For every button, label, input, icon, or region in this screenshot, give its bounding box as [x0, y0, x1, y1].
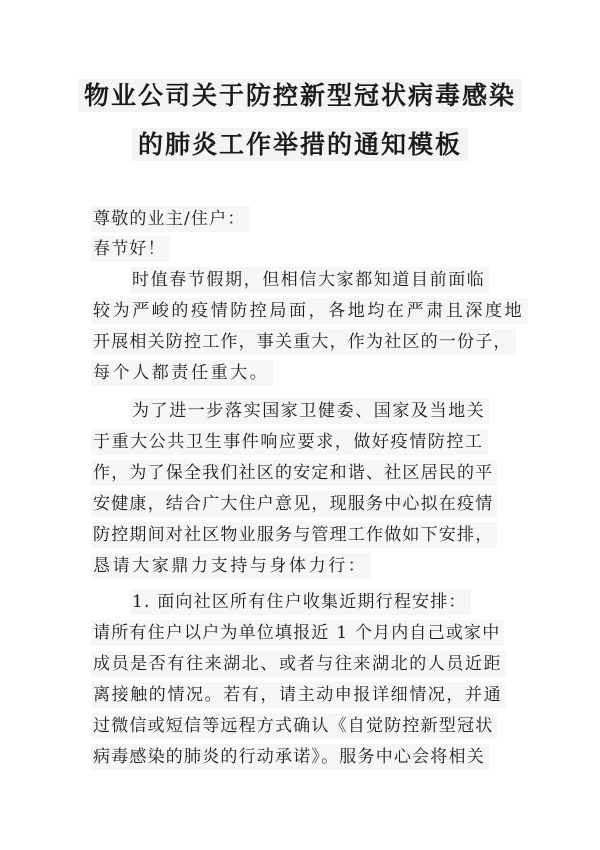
- paragraph-2-line-3: 作，为了保全我们社区的安定和谐、社区居民的平: [91, 460, 497, 486]
- document-title-line-1: 物业公司关于防控新型冠状病毒感染: [0, 80, 600, 112]
- document-title-line-2: 的肺炎工作举措的通知模板: [0, 129, 600, 161]
- paragraph-3-line-1: 1. 面向社区所有住户收集近期行程安排：: [130, 589, 471, 615]
- paragraph-3-line-5: 过微信或短信等远程方式确认《自觉防控新型冠状: [91, 713, 497, 739]
- paragraph-1-line-3: 开展相关防控工作，事关重大，作为社区的一份子，: [91, 329, 516, 355]
- paragraph-2-line-1: 为了进一步落实国家卫健委、国家及当地关: [130, 398, 489, 424]
- paragraph-3-line-6: 病毒感染的肺炎的行动承诺》。服务中心会将相关: [91, 744, 489, 770]
- salutation: 尊敬的业主/住户：: [91, 206, 250, 232]
- greeting: 春节好！: [91, 236, 170, 262]
- paragraph-2-line-4: 安健康，结合广大住户意见，现服务中心拟在疫情: [91, 491, 497, 517]
- paragraph-2-line-5: 防控期间对社区物业服务与管理工作做如下安排，: [91, 522, 497, 548]
- paragraph-3-line-3: 成员是否有往来湖北、或者与往来湖北的人员近距: [91, 651, 506, 677]
- paragraph-1-line-1: 时值春节假期，但相信大家都知道目前面临: [130, 267, 489, 293]
- paragraph-3-line-2: 请所有住户以户为单位填报近 1 个月内自己或家中: [91, 620, 504, 646]
- paragraph-1-line-4: 每个人都责任重大。: [91, 360, 273, 386]
- paragraph-2-line-6: 恳请大家鼎力支持与身体力行：: [91, 553, 371, 579]
- paragraph-1-line-2: 较为严峻的疫情防控局面，各地均在严肃且深度地: [91, 298, 528, 324]
- paragraph-3-line-4: 离接触的情况。若有，请主动申报详细情况，并通: [91, 682, 506, 708]
- paragraph-2-line-2: 于重大公共卫生事件响应要求，做好疫情防控工: [91, 429, 488, 455]
